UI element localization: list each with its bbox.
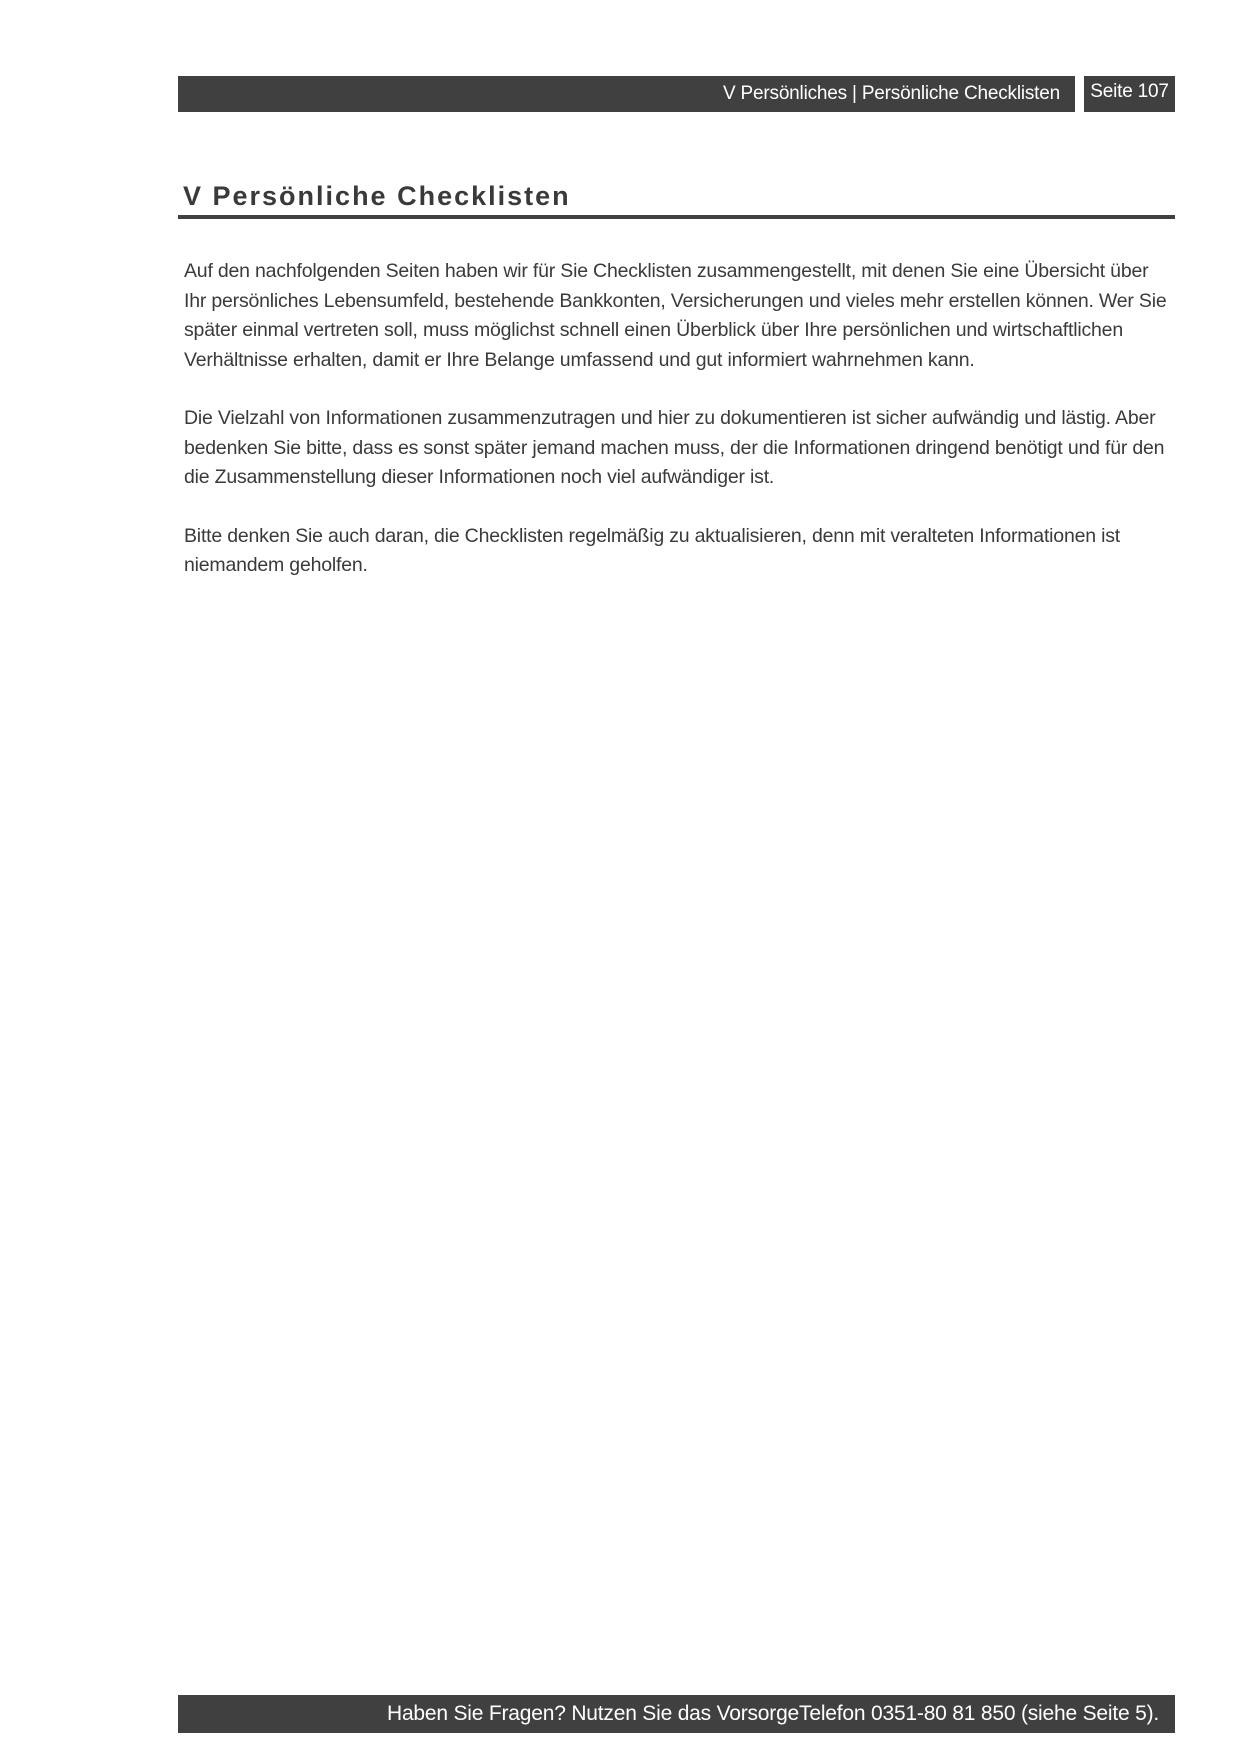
section-title: V Persönliche Checklisten: [183, 181, 571, 211]
header-breadcrumb-bar: [178, 76, 1075, 112]
header-breadcrumb: V Persönliches | Persönliche Checklisten: [723, 83, 1060, 104]
title-divider: [178, 215, 1175, 219]
paragraph-intro: Auf den nachfolgenden Seiten haben wir für Sie Checklisten zusammengestellt, mit denen Sie eine Übersicht über Ihr persönliches Lebensumfeld, bestehende Bankkonten, Versicherungen und vieles mehr erstellen können. Wer Sie später einmal vertreten soll, muss möglichst schnell einen Überblick über Ihre persönlichen und wirtschaftlichen Verhältnisse erhalten, damit er Ihre Belange umfassend und gut informiert wahrnehmen kann.: [184, 260, 1167, 371]
footer-help-text: Haben Sie Fragen? Nutzen Sie das VorsorgeTelefon 0351-80 81 850 (siehe Seite 5).: [386, 1702, 1159, 1725]
paragraph-update: Bitte denken Sie auch daran, die Checklisten regelmäßig zu aktualisieren, denn mit veralteten Informationen ist niemandem geholfen.: [184, 524, 1120, 576]
body-text: [184, 257, 1174, 610]
page-number: [1084, 76, 1175, 112]
footer-bar: [178, 1695, 1175, 1733]
page-number-label: Seite 107: [1090, 81, 1169, 102]
paragraph-effort: Die Vielzahl von Informationen zusammenzutragen und hier zu dokumentieren ist sicher aufwändig und lästig. Aber bedenken Sie bitte, dass es sonst später jemand machen muss, der die Informationen dringend benötigt und für den die Zusammenstellung dieser Informationen noch viel aufwändiger ist.: [184, 407, 1165, 488]
